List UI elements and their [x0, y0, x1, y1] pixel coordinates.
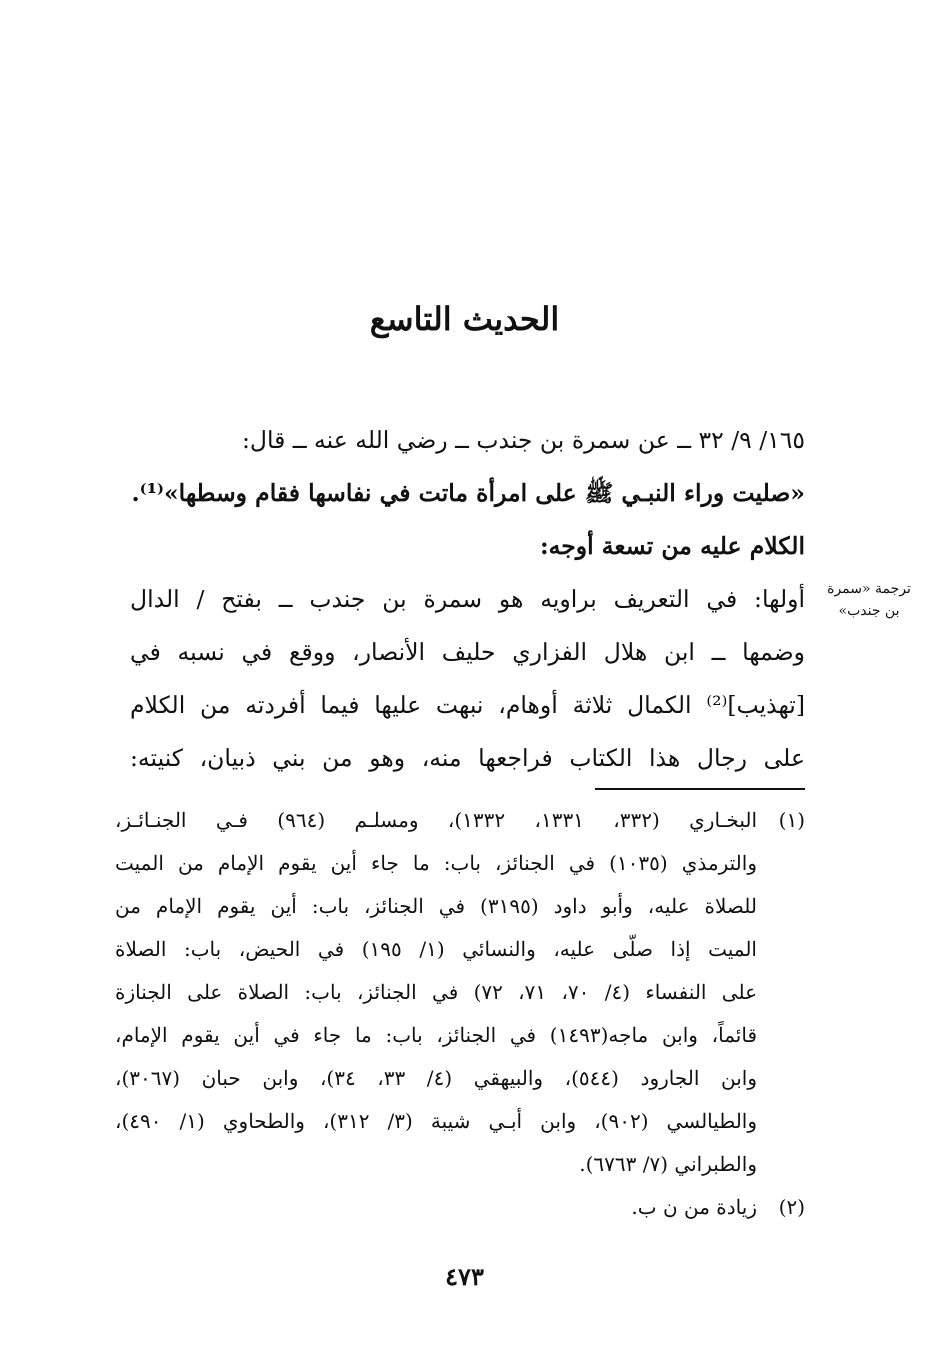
footnote-text: وابن الجارود (٥٤٤)، والبيهقي (٤/ ٣٣، ٣٤)، وابن حبان (٣٠٦٧)،: [115, 1066, 757, 1090]
footnote-line: [115, 885, 805, 928]
footnote-line: [115, 928, 805, 971]
footnote-text: زيادة من ن ب.: [631, 1195, 757, 1219]
footnote-text: للصلاة عليه، وأبو داود (٣١٩٥) في الجنائز، باب: أين يقوم الإمام من: [115, 894, 757, 918]
paragraph-line: وضمها ــ ابن هلال الفزاري حليف الأنصار، ووقع في نسبه في: [130, 638, 805, 666]
footnote-text: والطبراني (٧/ ٦٧٦٣).: [579, 1152, 757, 1176]
footnote-text: الميت إذا صلّى عليه، والنسائي (١/ ١٩٥) في الحيض، باب: الصلاة: [115, 937, 757, 961]
margin-note-line: ترجمة «سمرة: [827, 581, 911, 597]
footnotes: [115, 799, 805, 1229]
footnote-line: [115, 1100, 805, 1143]
paragraph-line: أولها: في التعريف براويه هو سمرة بن جندب ــ بفتح / الدال: [130, 585, 805, 613]
footnote-text: على النفساء (٤/ ٧٠، ٧١، ٧٢) في الجنائز، باب: الصلاة على الجنازة: [115, 980, 758, 1004]
footnote-text: والطيالسي (٩٠٢)، وابن أبـي شيبة (٣/ ٣١٢)، والطحاوي (١/ ٤٩٠)،: [115, 1109, 757, 1133]
footnote-line: [115, 1057, 805, 1100]
footnote-text: قائماً، وابن ماجه(١٤٩٣) في الجنائز، باب: ما جاء في أين يقوم الإمام،: [115, 1023, 758, 1047]
footnote-separator: [595, 788, 805, 790]
page-number: ٤٧٣: [445, 1262, 484, 1291]
hadith-text: [130, 414, 805, 573]
footnote-text: والترمذي (١٠٣٥) في الجنائز، باب: ما جاء أين يقوم الإمام من الميت: [115, 851, 757, 875]
hadith-line: ١٦٥/ ٩/ ٣٢ ــ عن سمرة بن جندب ــ رضي الله عنه ــ قال:: [241, 426, 805, 454]
footnote-line: [115, 799, 805, 842]
paragraph-line: على رجال هذا الكتاب فراجعها منه، وهو من بني ذبيان، كنيته:: [130, 744, 805, 772]
paragraph-line: [تهذيب]⁽²⁾ الكمال ثلاثة أوهام، نبهت عليها فيما أفردته من الكلام: [130, 691, 805, 719]
margin-note: [817, 578, 921, 622]
chapter-title: الحديث التاسع: [369, 300, 560, 338]
footnote-line: [115, 1014, 805, 1057]
section-heading: الكلام عليه من تسعة أوجه:: [539, 532, 805, 560]
footnote-line: [115, 1143, 805, 1186]
footnote-line: [115, 971, 805, 1014]
margin-note-line: بن جندب»: [838, 603, 900, 619]
footnote-text: البخـاري (٣٣٢، ١٣٣١، ١٣٣٢)، ومسلـم (٩٦٤) فـي الجنـائـز،: [115, 808, 758, 832]
footnote-line: [115, 1186, 805, 1229]
footnote-number: (١): [778, 808, 805, 832]
footnote-number: (٢): [778, 1195, 805, 1219]
commentary-paragraph: [130, 573, 805, 785]
hadith-line: «صليت وراء النبـي ﷺ على امرأة ماتت في نفاسها فقام وسطها»⁽¹⁾.: [131, 479, 805, 507]
footnote-line: [115, 842, 805, 885]
